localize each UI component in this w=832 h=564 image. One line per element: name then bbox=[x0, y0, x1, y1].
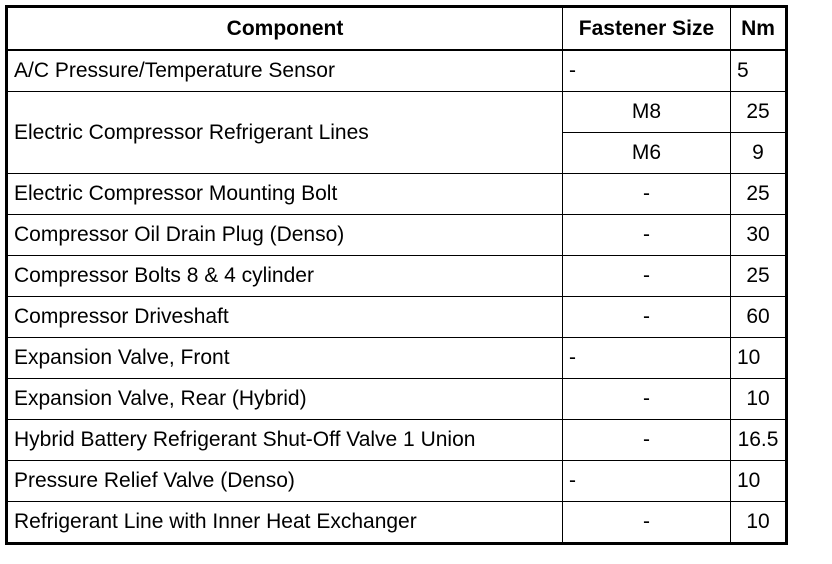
fastener-size-cell: M6 bbox=[563, 133, 731, 174]
torque-nm-cell: 25 bbox=[731, 92, 787, 133]
component-cell: Refrigerant Line with Inner Heat Exchanger bbox=[7, 502, 563, 544]
fastener-size-cell: - bbox=[563, 215, 731, 256]
table-row bbox=[7, 92, 787, 133]
table-row bbox=[7, 420, 787, 461]
component-cell: Electric Compressor Mounting Bolt bbox=[7, 174, 563, 215]
header-component: Component bbox=[7, 7, 563, 51]
table-row bbox=[7, 502, 787, 544]
table-row bbox=[7, 50, 787, 92]
torque-nm-cell: 25 bbox=[731, 174, 787, 215]
fastener-size-cell: - bbox=[563, 256, 731, 297]
table-row bbox=[7, 297, 787, 338]
table-body bbox=[7, 50, 787, 544]
header-row bbox=[7, 7, 787, 51]
torque-nm-cell: 5 bbox=[731, 50, 787, 92]
fastener-size-cell: M8 bbox=[563, 92, 731, 133]
component-cell: Expansion Valve, Front bbox=[7, 338, 563, 379]
fastener-size-cell: - bbox=[563, 50, 731, 92]
torque-nm-cell: 9 bbox=[731, 133, 787, 174]
torque-nm-cell: 10 bbox=[731, 461, 787, 502]
fastener-size-cell: - bbox=[563, 502, 731, 544]
header-nm: Nm bbox=[731, 7, 787, 51]
component-cell: Compressor Driveshaft bbox=[7, 297, 563, 338]
torque-nm-cell: 60 bbox=[731, 297, 787, 338]
component-cell: Expansion Valve, Rear (Hybrid) bbox=[7, 379, 563, 420]
component-cell: Pressure Relief Valve (Denso) bbox=[7, 461, 563, 502]
component-cell: Hybrid Battery Refrigerant Shut-Off Valve 1 Union bbox=[7, 420, 563, 461]
component-cell: Electric Compressor Refrigerant Lines bbox=[7, 92, 563, 174]
torque-nm-cell: 10 bbox=[731, 502, 787, 544]
component-cell: A/C Pressure/Temperature Sensor bbox=[7, 50, 563, 92]
table-row bbox=[7, 379, 787, 420]
fastener-size-cell: - bbox=[563, 174, 731, 215]
component-cell: Compressor Oil Drain Plug (Denso) bbox=[7, 215, 563, 256]
table-row bbox=[7, 174, 787, 215]
torque-spec-table bbox=[5, 5, 788, 545]
component-cell: Compressor Bolts 8 & 4 cylinder bbox=[7, 256, 563, 297]
torque-nm-cell: 25 bbox=[731, 256, 787, 297]
fastener-size-cell: - bbox=[563, 379, 731, 420]
table-row bbox=[7, 338, 787, 379]
torque-nm-cell: 10 bbox=[731, 379, 787, 420]
torque-spec-table-container bbox=[5, 5, 788, 545]
fastener-size-cell: - bbox=[563, 420, 731, 461]
fastener-size-cell: - bbox=[563, 338, 731, 379]
table-row bbox=[7, 461, 787, 502]
fastener-size-cell: - bbox=[563, 461, 731, 502]
table-row bbox=[7, 215, 787, 256]
header-fastener-size: Fastener Size bbox=[563, 7, 731, 51]
torque-nm-cell: 16.5 bbox=[731, 420, 787, 461]
table-row bbox=[7, 256, 787, 297]
fastener-size-cell: - bbox=[563, 297, 731, 338]
torque-nm-cell: 10 bbox=[731, 338, 787, 379]
torque-nm-cell: 30 bbox=[731, 215, 787, 256]
